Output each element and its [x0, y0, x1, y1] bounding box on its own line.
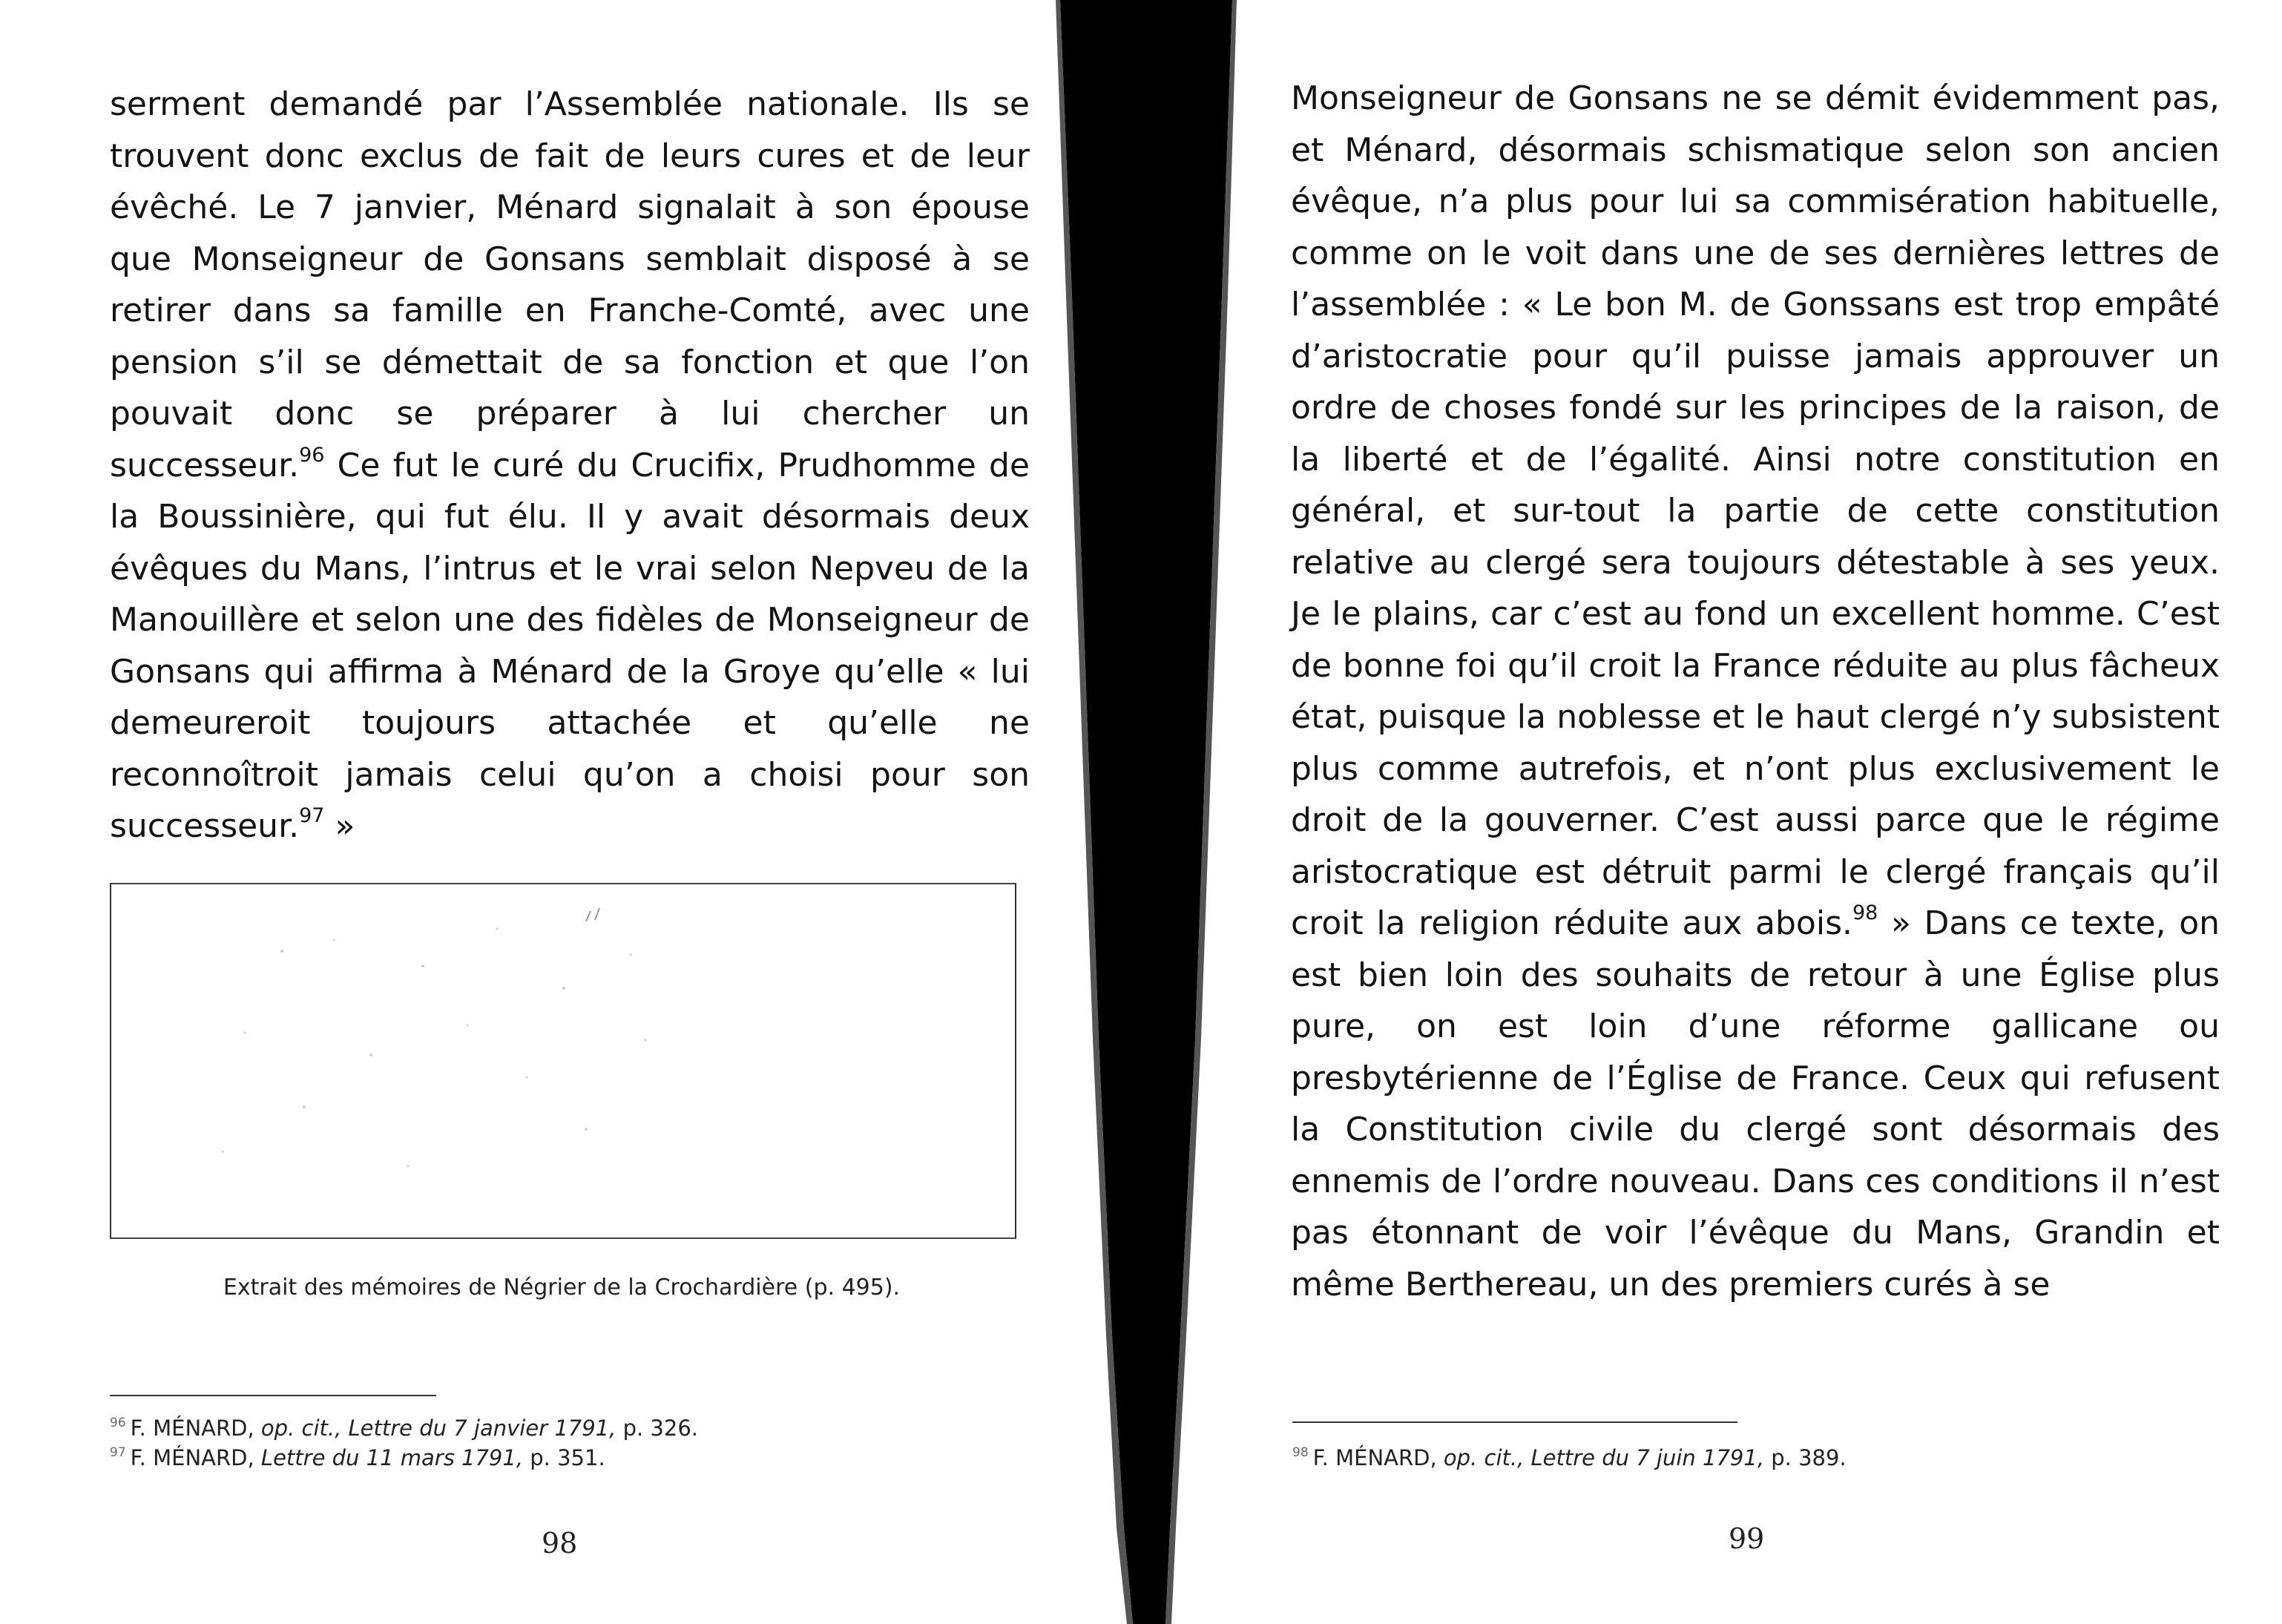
- footnote-title: op. cit., Lettre du 7 juin 1791,: [1443, 1445, 1765, 1470]
- footnote-96: [110, 1416, 698, 1441]
- footnote-number: 97: [110, 1445, 126, 1461]
- gutter-shadow-shape: [1050, 0, 1243, 1624]
- footnote-98: [1292, 1445, 1847, 1470]
- figure-image-frame: [110, 883, 1016, 1239]
- footnote-page: p. 326.: [622, 1416, 698, 1441]
- footnote-number: 96: [110, 1416, 126, 1431]
- footnote-title: Lettre du 11 mars 1791,: [260, 1445, 524, 1470]
- left-page-number: 98: [542, 1527, 578, 1559]
- left-text-part-3: »: [324, 807, 355, 845]
- right-text-part-1: Monseigneur de Gonsans ne se démit évidemment pas, et Ménard, désormais schismatique selon son ancien évêque, n’a plus pour lui sa commisération habituelle, comme on le voit dans une de ses dernières lettres de l’assemblée : « Le bon M. de Gonssans est trop empâté d’aristocratie pour qu’il puisse jamais approuver un ordre de choses fondé sur les principes de la raison, de la liberté et de l’égalité. Ainsi notre constitution en général, et sur-tout la partie de cette constitution relative au clergé sera toujours détestable à ses yeux. Je le plains, car c’est au fond un excellent homme. C’est de bonne foi qu’il croit la France réduite au plus fâcheux état, puisque la noblesse et le haut clergé n’y subsistent plus comme autrefois, et n’ont plus exclusivement le droit de la gouverner. C’est aussi parce que le régime aristocratique est détruit parmi le clergé français qu’il croit la religion réduite aux abois.: [1291, 79, 2220, 942]
- footnote-page: p. 389.: [1771, 1445, 1847, 1470]
- left-text-part-1: serment demandé par l’Assemblée nationale. Ils se trouvent donc exclus de fait de leurs cures et de leur évêché. Le 7 janvier, Ménard signalait à son épouse que Monseigneur de Gonsans semblait disposé à se retirer dans sa famille en Franche-Comté, avec une pension s’il se démettait de sa fonction et que l’on pouvait donc se préparer à lui chercher un successeur.: [110, 85, 1030, 484]
- footnote-ref-96[interactable]: 96: [299, 443, 325, 467]
- book-gutter-shadow: [1050, 0, 1243, 1624]
- left-text-part-2: Ce fut le curé du Crucifix, Prudhomme de la Boussinière, qui fut élu. Il y avait désormais deux évêques du Mans, l’intrus et le vrai selon Nepveu de la Manouillère et selon une des fidèles de Monseigneur de Gonsans qui affirma à Ménard de la Groye qu’elle « lui demeureroit toujours attachée et qu’elle ne reconnoîtroit jamais celui qu’on a choisi pour son successeur.: [110, 446, 1030, 845]
- footnote-author: F. MÉNARD,: [130, 1416, 254, 1441]
- footnote-number: 98: [1292, 1445, 1309, 1461]
- footnote-separator-right: [1292, 1421, 1737, 1423]
- right-text-part-2: » Dans ce texte, on est bien loin des souhaits de retour à une Église plus pure, on est loin d’une réforme gallicane ou presbytérienne de l’Église de France. Ceux qui refusent la Constitution civile du clergé sont désormais des ennemis de l’ordre nouveau. Dans ces conditions il n’est pas étonnant de voir l’évêque du Mans, Grandin et même Berthereau, un des premiers curés à se: [1291, 904, 2220, 1304]
- footnote-separator-left: [110, 1395, 436, 1396]
- figure-caption: Extrait des mémoires de Négrier de la Crochardière (p. 495).: [223, 1275, 901, 1301]
- footnote-author: F. MÉNARD,: [1312, 1445, 1437, 1470]
- footnote-ref-97[interactable]: 97: [299, 803, 325, 827]
- right-page-body-text: [1291, 73, 2220, 1310]
- footnote-ref-98[interactable]: 98: [1852, 901, 1878, 924]
- footnote-title: op. cit., Lettre du 7 janvier 1791,: [260, 1416, 616, 1441]
- faded-manuscript-image: [111, 884, 1015, 1237]
- footnote-author: F. MÉNARD,: [130, 1445, 254, 1470]
- right-page-number: 99: [1729, 1522, 1765, 1555]
- footnote-97: [110, 1445, 605, 1470]
- footnote-page: p. 351.: [530, 1445, 605, 1470]
- left-page-body-text: [110, 79, 1030, 852]
